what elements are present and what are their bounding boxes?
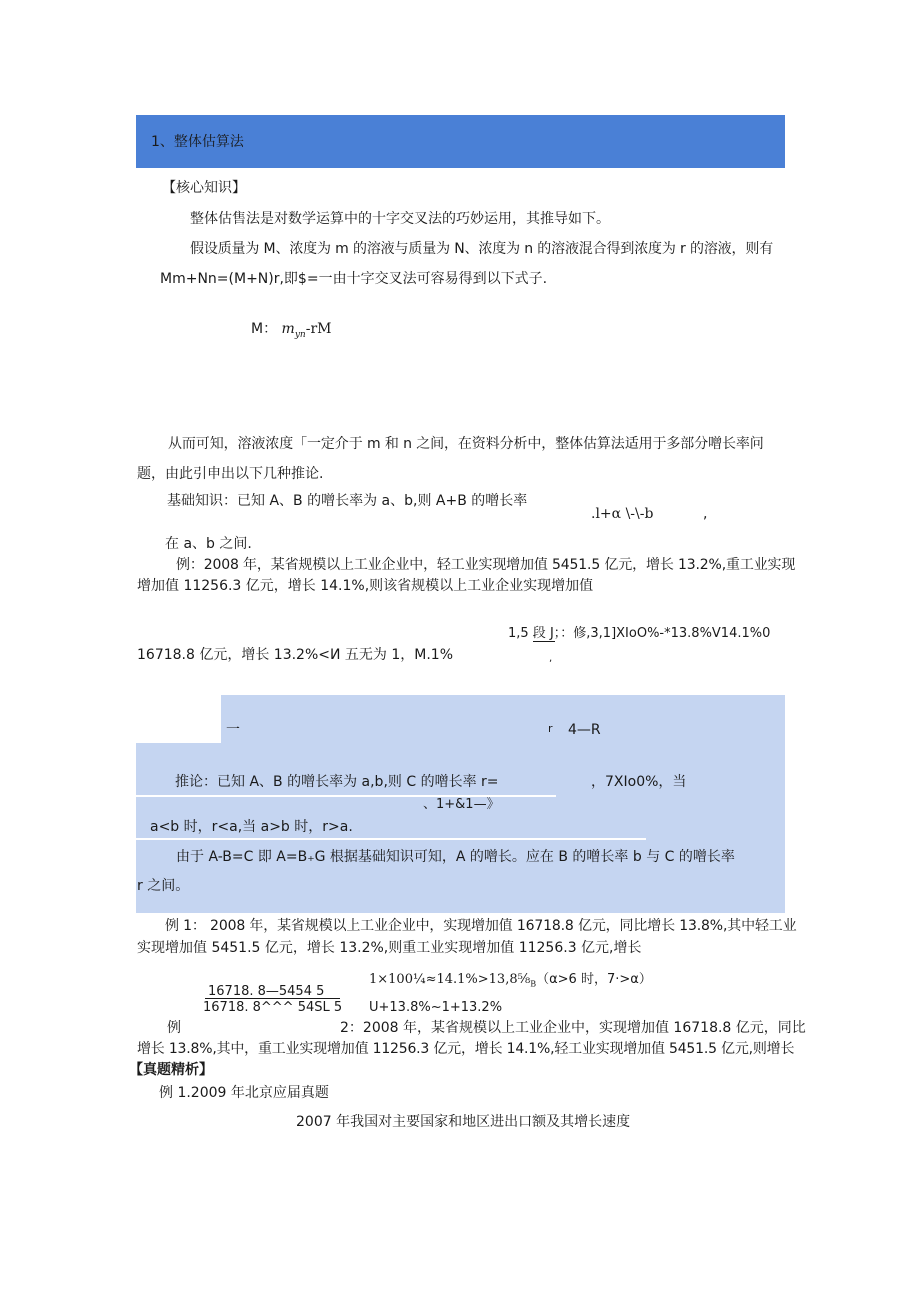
example-1-formula-main: 1×100¼≈14.1%>13,8⁵⁄₈: [369, 972, 531, 987]
example-1-formula-cond: （α>6 时，7·>α）: [536, 972, 652, 987]
core-paragraph-2-line-1: 假设质量为 M、浓度为 m 的溶液与质量为 N、浓度为 n 的溶液混合得到浓度为 r 的溶液，则有: [190, 241, 774, 257]
band-r-text: 4—R: [568, 722, 601, 738]
band-r-mark: r: [548, 722, 553, 735]
cross-formula-left: M：: [251, 321, 278, 337]
basic-knowledge-line-2: 在 a、b 之间.: [165, 536, 252, 552]
corollary-line-2: 、1+&1—》: [423, 797, 500, 812]
example-1-fraction-bottom: 16718. 8^^^ 54SL 5: [203, 1000, 343, 1015]
example-calc-underline: [533, 641, 555, 642]
basic-knowledge-comma: ,: [703, 506, 708, 522]
band-dash: 一: [226, 722, 240, 738]
core-paragraph-2-line-2: Mm+Nn=(M+N)r,即$=一由十字交叉法可容易得到以下式子.: [160, 271, 548, 287]
basic-knowledge-line-1: 基础知识：已知 A、B 的噌长率为 a、b,则 A+B 的噌长率: [167, 493, 528, 509]
example-2-line-2: 增长 13.8%,其中，重工业实现增加值 11256.3 亿元，增长 14.1%,轻工业实现增加值 5451.5 亿元,则增长: [137, 1041, 795, 1057]
note-band-gap-2: [136, 838, 646, 840]
core-knowledge-label: 【核心知识】: [162, 180, 246, 196]
example-line-1: 例：2008 年，某省规模以上工业企业中，轻工业实现增加值 5451.5 亿元，增长 13.2%,重工业实现: [176, 557, 796, 573]
cross-formula-right: -rM: [305, 321, 332, 337]
section-title: 1、整体估算法: [151, 134, 244, 150]
corollary-line-5: r 之间。: [137, 878, 190, 894]
note-band-top: [221, 695, 785, 743]
example-1-formula-sub: B: [530, 979, 537, 989]
example-calc-a: 1,5 段 J；：修,3,1]XIoO%-*13.8%V14.1%0: [508, 626, 771, 641]
example-1-line-1: 例 1： 2008 年，某省规模以上工业企业中，实现增加值 16718.8 亿元，同比增长 13.8%,其中轻工业: [165, 918, 797, 934]
basic-knowledge-formula: .l+α \-\-b: [591, 506, 654, 522]
example-2-line-1: 2：2008 年，某省规模以上工业企业中，实现增加值 16718.8 亿元，同比: [340, 1020, 806, 1036]
real-exam-example: 例 1.2009 年北京应届真题: [159, 1085, 329, 1101]
corollary-line-4: 由于 A-B=C 即 A=B₊G 根据基础知识可知，A 的噌长。应在 B 的噌长率 b 与 C 的噌长率: [176, 849, 735, 865]
example-1-formula-below: U+13.8%~1+13.2%: [369, 1000, 503, 1015]
core-paragraph-3-line-2: 题，由此引申出以下几种推论.: [137, 466, 324, 482]
example-calc-mark: ,: [549, 653, 553, 664]
example-1-formula-right: [369, 972, 652, 989]
example-calc-b: 16718.8 亿元，增长 13.2%<И 五无为 1，M.1%: [137, 647, 454, 663]
corollary-line-1: 推论：已知 A、B 的噌长率为 a,b,则 C 的噌长率 r=: [175, 774, 499, 790]
cross-formula-m: m: [281, 321, 295, 337]
example-1-fraction-line: [205, 998, 340, 999]
example-line-2: 增加值 11256.3 亿元，增长 14.1%,则该省规模以上工业企业实现增加值: [137, 578, 594, 594]
core-paragraph-3-line-1: 从而可知，溶液浓度「一定介于 m 和 n 之间，在资料分析中，整体估算法适用于多部分噌长率问: [168, 436, 764, 452]
example-1-line-2: 实现增加值 5451.5 亿元，增长 13.2%,则重工业实现增加值 11256.3 亿元,增长: [137, 940, 642, 956]
corollary-line-1-tail: ，7XIo0%，当: [591, 774, 687, 790]
example-2-label: 例: [167, 1020, 181, 1036]
corollary-line-3: a<b 时，r<a,当 a>b 时，r>a.: [150, 819, 353, 835]
real-exam-label: 【真题精析】: [129, 1062, 213, 1078]
cross-formula: [251, 321, 331, 341]
example-1-fraction-top: 16718. 8—5454 5: [208, 984, 325, 999]
core-paragraph-1: 整体估售法是对数学运算中的十字交叉法的巧妙运用，其推导如下。: [190, 211, 610, 227]
table-caption: 2007 年我国对主要国家和地区进出口额及其增长速度: [296, 1114, 631, 1130]
cross-formula-sub: yn: [294, 329, 306, 340]
